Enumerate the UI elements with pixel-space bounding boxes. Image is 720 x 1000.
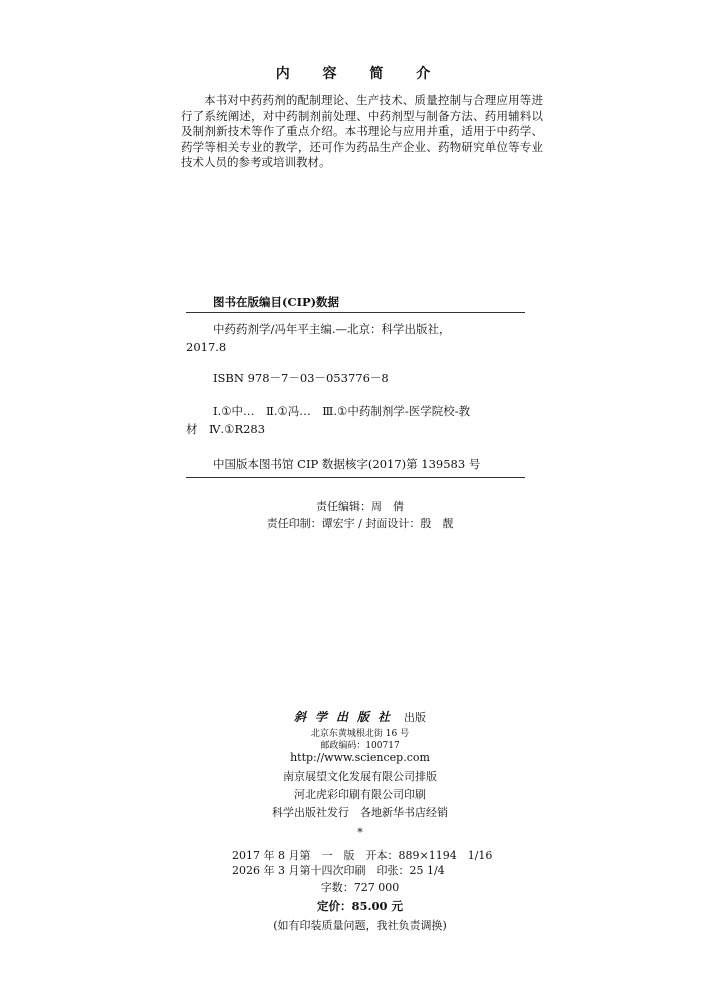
cip-isbn: ISBN 978－7－03－053776－8 <box>213 371 389 385</box>
cip-year-line: 2017.8 <box>186 340 227 354</box>
publisher-line <box>0 706 720 725</box>
quality-note: (如有印装质量问题，我社负责调换) <box>273 919 447 932</box>
responsible-printing: 责任印制：谭宏宇 / 封面设计：殷 靓 <box>266 517 454 530</box>
cip-title-line: 中药药剂学/冯年平主编.—北京：科学出版社， <box>213 322 451 336</box>
word-count: 字数：727 000 <box>320 881 400 894</box>
printing-line: 2026 年 3 月第十四次印刷 印张：25 1/4 <box>232 864 445 877</box>
price: 定价：85.00 元 <box>316 899 403 913</box>
publisher-postal: 邮政编码：100717 <box>320 741 400 751</box>
publisher-logo: 斜学出版社 <box>293 710 399 724</box>
separator-asterisk: * <box>357 826 363 839</box>
summary-text: 本书对中药药剂的配制理论、生产技术、质量控制与合理应用等进行了系统阐述，对中药制剂前处理、中药剂型与制备方法、药用辅料以及制剂新技术等作了重点介绍。本书理论与应用并重，适用于中药学、药学等相关专业的教学，还可作为药品生产企业、药物研究单位等专业技术人员的参考或培训教材。 <box>181 93 543 169</box>
responsible-editor: 责任编辑：周 倩 <box>316 500 404 513</box>
cip-classification-1: Ⅰ.①中… Ⅱ.①冯… Ⅲ.①中药制剂学-医学院校-教 <box>213 404 471 418</box>
publisher-address: 北京东黄城根北街 16 号 <box>310 729 410 739</box>
cip-top-rule <box>186 312 525 313</box>
printer-line: 河北虎彩印刷有限公司印刷 <box>294 788 426 801</box>
publisher-logo-suffix: 出版 <box>404 711 427 724</box>
distribution-line: 科学出版社发行 各地新华书店经销 <box>272 806 448 819</box>
edition-line: 2017 年 8 月第 一 版 开本：889×1194 1/16 <box>232 849 493 862</box>
cip-classification-2: 材 Ⅳ.①R283 <box>186 422 266 436</box>
cip-core-data: 中国版本图书馆 CIP 数据核字(2017)第 139583 号 <box>213 457 481 471</box>
typesetter-line: 南京展望文化发展有限公司排版 <box>283 770 437 783</box>
cip-heading: 图书在版编目(CIP)数据 <box>213 295 340 309</box>
summary-title: 内 容 简 介 <box>275 66 445 82</box>
cip-bottom-rule <box>186 477 525 478</box>
publisher-website: http://www.sciencep.com <box>290 751 430 764</box>
